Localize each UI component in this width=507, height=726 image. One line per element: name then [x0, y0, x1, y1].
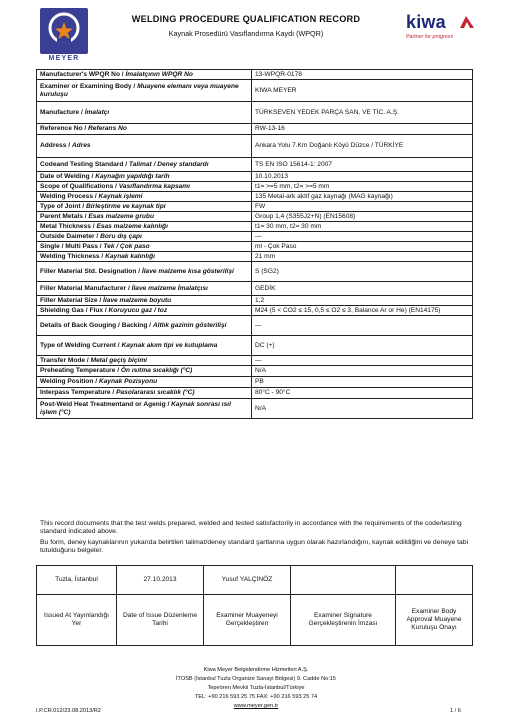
- field-label-en: Manufacture /: [40, 108, 85, 116]
- field-value: —: [252, 316, 473, 336]
- field-label-en: Manufacturer's WPQR No /: [40, 70, 126, 78]
- field-label-tr: Talimat / Deney standardı: [128, 160, 209, 168]
- field-value: M24 (5 < CO2 ≤ 15, 0,5 ≤ O2 ≤ 3, Balance Ar or He) (EN14175): [252, 306, 473, 316]
- field-value: TÜRKSEVEN YEDEK PARÇA SAN. VE TİC. A.Ş.: [252, 102, 473, 124]
- field-label-tr: Metal geçiş biçimi: [90, 356, 148, 364]
- table-row: [37, 232, 473, 242]
- field-label: [37, 158, 252, 172]
- field-label: [37, 182, 252, 192]
- statement-turkish: Bu form, deney kaynaklarının yukarıda belirtilen talimat/deney standard şartlarına uygun olarak hazırlandığını, kaynak edildiğini ve deneye tabi tutulduğunu belgeler.: [40, 539, 469, 555]
- field-label: [37, 202, 252, 212]
- field-label-tr: İmalatçı: [84, 108, 110, 116]
- field-value: PB: [252, 377, 473, 388]
- table-row: [37, 388, 473, 399]
- field-label-tr: Pasolararası sıcaklık (°C): [116, 389, 195, 397]
- footer-address-2: Tepeören Mevkii Tuzla-İstanbul/Türkiye: [207, 685, 305, 691]
- field-label-tr: Kaynağın yapıldığı tarih: [95, 172, 170, 180]
- field-label: [37, 70, 252, 80]
- field-value: Ankara Yolu 7.Km Doğanlı Köyü Düzce / TÜRKİYE: [252, 135, 473, 158]
- form-code: I.P.CR.012/23.08.2013/R2: [36, 708, 101, 714]
- field-label: [37, 388, 252, 399]
- table-row: [37, 242, 473, 252]
- field-label-en: Transfer Mode /: [40, 356, 91, 364]
- field-label-en: Type of Welding Current /: [40, 341, 122, 349]
- field-label: [37, 252, 252, 262]
- document-title: WELDING PROCEDURE QUALIFICATION RECORD: [131, 14, 361, 24]
- table-row: [37, 306, 473, 316]
- table-row: [37, 192, 473, 202]
- wpqr-table: [36, 69, 473, 419]
- field-label-en: Welding Process /: [40, 192, 99, 200]
- table-row: [37, 124, 473, 135]
- field-label: [37, 135, 252, 158]
- field-label-en: Type of Joint /: [40, 202, 87, 210]
- field-label-en: Scope of Qualifications /: [40, 182, 119, 190]
- star-icon: [40, 8, 88, 54]
- meyer-logo: [40, 8, 88, 62]
- meyer-logo-text: MEYER: [48, 55, 80, 62]
- field-label-tr: Kaynak kalınlığı: [105, 252, 155, 260]
- field-label: [37, 316, 252, 336]
- page-number: 1 / 6: [450, 708, 461, 714]
- field-label-tr: Esas malzeme kalınlığı: [96, 222, 168, 230]
- field-value: Group 1,4 (S355J2+N) (EN15608): [252, 212, 473, 222]
- field-label-tr: Kaynak akım tipi ve kutuplama: [121, 341, 218, 349]
- field-label-tr: Kaynak Pozisyonu: [98, 378, 158, 386]
- field-label-en: Date of Welding /: [40, 172, 96, 180]
- field-label-en: Welding Thickness /: [40, 252, 106, 260]
- field-label: [37, 192, 252, 202]
- field-value: GEDİK: [252, 282, 473, 296]
- field-label-en: Preheating Temperature /: [40, 367, 121, 375]
- field-value: KIWA MEYER: [252, 80, 473, 102]
- field-value: 80°C - 90°C: [252, 388, 473, 399]
- field-value: N/A: [252, 399, 473, 419]
- field-label: [37, 262, 252, 282]
- field-label-tr: Birleştirme ve kaynak tipi: [86, 202, 166, 210]
- field-label-en: Filler Material Size /: [40, 296, 104, 304]
- field-label-tr: Kaynak sonrası ısıl işlem (°C): [40, 401, 231, 416]
- field-label-en: Interpass Temperature /: [40, 389, 117, 397]
- field-value: 13-WPQR-0178: [252, 70, 473, 80]
- field-label-tr: İlave malzeme boyutu: [103, 296, 172, 304]
- field-label-tr: Tek / Çok paso: [103, 242, 150, 250]
- field-value: —: [252, 356, 473, 366]
- field-value: 10.10.2013: [252, 172, 473, 182]
- field-label-tr: Referans No: [88, 125, 127, 133]
- field-label-tr: Koruyucu gaz / toz: [108, 306, 168, 314]
- field-value: 21 mm: [252, 252, 473, 262]
- issued-at-header: Issued At Yayınlandığı Yer: [37, 595, 117, 646]
- table-row: [37, 158, 473, 172]
- kiwa-tagline: Partner for progress: [406, 34, 454, 40]
- table-row: [37, 222, 473, 232]
- document-subtitle: Kaynak Prosedürü Vasıflandırma Kaydı (WPQR): [168, 29, 324, 38]
- field-value: N/A: [252, 366, 473, 377]
- table-row: [37, 282, 473, 296]
- field-value: RW-13-16: [252, 124, 473, 135]
- examiner-signature-value: [291, 566, 396, 595]
- field-label-en: Shielding Gas / Flux /: [40, 306, 109, 314]
- field-label: [37, 222, 252, 232]
- field-label-en: Outside Daimeter /: [40, 232, 101, 240]
- examiner-header: Examiner Muayeneyi Gerçekleştiren: [204, 595, 291, 646]
- field-value: TS EN ISO 15614-1: 2007: [252, 158, 473, 172]
- table-row: [37, 316, 473, 336]
- field-label-tr: Vasıflandırma kapsamı: [118, 182, 191, 190]
- field-label-en: Single / Multi Pass /: [40, 242, 104, 250]
- kiwa-logo-text: kiwa: [406, 12, 446, 32]
- table-row: [37, 80, 473, 102]
- field-label: [37, 242, 252, 252]
- field-label-tr: Ön ısıtma sıcaklığı (°C): [120, 367, 193, 375]
- field-label: [37, 172, 252, 182]
- examiner-value: Yusuf YALÇINÖZ: [204, 566, 291, 595]
- field-label-en: Examiner or Examining Body /: [40, 83, 138, 90]
- footer-company: Kiwa Meyer Belgelendirme Hizmetleri A.Ş.: [203, 667, 309, 673]
- field-value: —: [252, 232, 473, 242]
- table-row: [37, 135, 473, 158]
- field-label-en: Post-Weld Heat Treatmentand or Agenig /: [40, 401, 172, 408]
- table-row: [37, 252, 473, 262]
- field-value: DC (+): [252, 336, 473, 356]
- field-label-en: Address /: [40, 142, 72, 150]
- table-row: [37, 356, 473, 366]
- field-label-tr: Esas malzeme grubu: [88, 212, 154, 220]
- field-label-tr: İlave malzeme kısa gösterilişi: [141, 267, 234, 275]
- field-label-en: Welding Position /: [40, 378, 99, 386]
- field-label: [37, 80, 252, 102]
- signature-table: [36, 565, 473, 646]
- field-label-en: Reference No /: [40, 125, 89, 133]
- field-value: S (SG2): [252, 262, 473, 282]
- field-label-tr: Altlık gazinin gösterilişi: [152, 321, 227, 329]
- examiner-body-approval-value: [396, 566, 473, 595]
- field-label-tr: Kaynak işlemi: [98, 192, 143, 200]
- table-row: [37, 202, 473, 212]
- field-label-en: Parent Metals /: [40, 212, 89, 220]
- signature-values-row: [37, 566, 473, 595]
- date-of-issue-value: 27.10.2013: [117, 566, 204, 595]
- table-row: [37, 262, 473, 282]
- field-label: [37, 377, 252, 388]
- field-label-tr: Muayene elemanı veya muayene kuruluşu: [40, 83, 239, 98]
- field-label-tr: İmalatçının WPQR No: [125, 70, 193, 78]
- table-row: [37, 336, 473, 356]
- table-row: [37, 377, 473, 388]
- field-label: [37, 336, 252, 356]
- meyer-logo-emblem: [40, 8, 88, 54]
- footer-website-link[interactable]: www.meyer.gen.tr: [233, 703, 279, 709]
- field-value: t1= >=5 mm, t2= >=5 mm: [252, 182, 473, 192]
- examiner-body-approval-header: Examiner Body Approval Muayene Kuruluşu Onayı: [396, 595, 473, 646]
- field-label: [37, 296, 252, 306]
- kiwa-logo: [406, 12, 476, 48]
- field-label-en: Details of Back Gouging / Backing /: [40, 321, 153, 329]
- field-label: [37, 102, 252, 124]
- kiwa-swoosh-icon: [458, 14, 476, 30]
- field-label: [37, 232, 252, 242]
- table-row: [37, 296, 473, 306]
- field-value: 1,2: [252, 296, 473, 306]
- table-row: [37, 182, 473, 192]
- signature-headers-row: [37, 595, 473, 646]
- table-row: [37, 172, 473, 182]
- field-label-en: Filler Material Std. Designation /: [40, 267, 142, 275]
- field-label: [37, 399, 252, 419]
- examiner-signature-header: Examiner Signature Gerçekleştirenin İmzası: [291, 595, 396, 646]
- statement-english: This record documents that the test welds prepared, welded and tested satisfactorily in accordance with the requirements of the code/testing standard indicated above.: [40, 520, 462, 536]
- table-row: [37, 399, 473, 419]
- field-label: [37, 356, 252, 366]
- field-label-en: Metal Thickness /: [40, 222, 97, 230]
- field-label: [37, 306, 252, 316]
- date-of-issue-header: Date of Issue Düzenleme Tarihi: [117, 595, 204, 646]
- field-value: FW: [252, 202, 473, 212]
- field-label: [37, 124, 252, 135]
- field-label-en: Filler Material Manufacturer /: [40, 284, 132, 292]
- field-label-tr: Adres: [71, 142, 91, 150]
- footer-phone-fax: TEL: +90 216 593 25 75 FAX: +90 216 593 25 74: [194, 694, 318, 700]
- table-row: [37, 212, 473, 222]
- footer-address-1: İTOSB (İstanbul Tuzla Organize Sanayi Bölgesi) 9. Cadde No:15: [175, 676, 337, 682]
- field-label-en: Codeand Testing Standard /: [40, 160, 129, 168]
- field-label: [37, 282, 252, 296]
- table-row: [37, 366, 473, 377]
- field-value: t1= 30 mm, t2= 30 mm: [252, 222, 473, 232]
- field-label-tr: Boru dış çapı: [100, 232, 142, 240]
- field-label: [37, 366, 252, 377]
- field-value: 135 Metal-ark aktif gaz kaynağı (MAG kaynağı): [252, 192, 473, 202]
- table-row: [37, 102, 473, 124]
- field-value: ml - Çok Paso: [252, 242, 473, 252]
- issued-at-value: Tuzla, İstanbul: [37, 566, 117, 595]
- field-label: [37, 212, 252, 222]
- table-row: [37, 70, 473, 80]
- field-label-tr: İlave malzeme İmalatçısı: [131, 284, 208, 292]
